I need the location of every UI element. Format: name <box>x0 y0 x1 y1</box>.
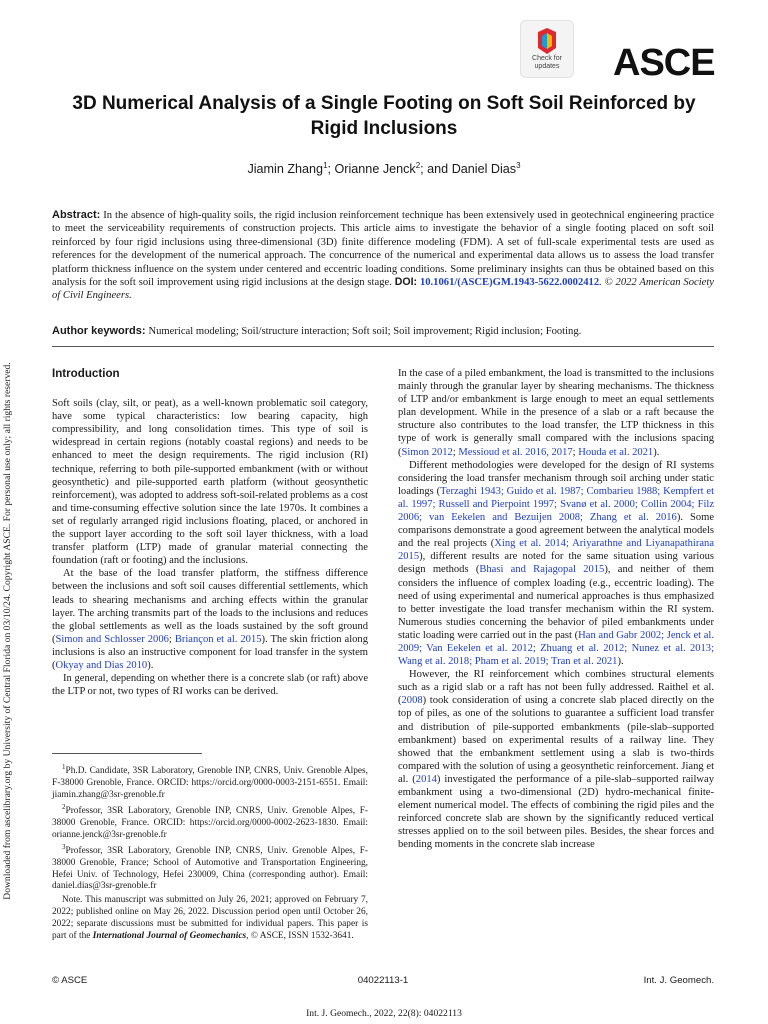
author-keywords <box>52 325 714 338</box>
author-affiliation-sup: 1 <box>323 161 328 170</box>
author-name: Orianne Jenck <box>334 162 416 177</box>
abstract <box>52 209 714 303</box>
footer-journal: Int. J. Geomech. <box>643 975 714 986</box>
footnote: $^3$Professor, 3SR Laboratory, Grenoble INP, CNRS, Univ. Grenoble Alpes, F-38000 Grenoble, France; School of Automotive and Transportation Engineering, Hefei Univ. of Technology, Hefei 230009, China (corresponding author). Email: daniel.dias@3sr-grenoble.fr <box>52 842 368 892</box>
footnotes <box>52 762 368 943</box>
doi-link[interactable]: 10.1061/(ASCE)GM.1943-5622.0002412 <box>419 277 600 289</box>
badge-line2: updates <box>534 63 560 70</box>
text-run: ). <box>147 659 154 671</box>
text-run: ; <box>452 446 459 458</box>
footnote: $^2$Professor, 3SR Laboratory, Grenoble INP, CNRS, Univ. Grenoble Alpes, F-38000 Grenoble, France. ORCID: https://orcid.org/0000-0002-2623-1830. Email: orianne.jenck@3sr-grenoble.fr <box>52 802 368 840</box>
footnote: $^1$Ph.D. Candidate, 3SR Laboratory, Grenoble INP, CNRS, Univ. Grenoble Alpes, F-38000 Grenoble, France. ORCID: https://orcid.org/0000-0003-2151-6551. Email: jiamin.zhang@3sr-grenoble.fr <box>52 763 368 800</box>
author-separator: ; <box>327 162 335 177</box>
footnote-text: Professor, 3SR Laboratory, Grenoble INP, CNRS, Univ. Grenoble Alpes, F-38000 Grenoble, France; School of Automotive and Transportation Engineering, Hefei Univ. of Technology, Hefei 230009, China (corresponding author). Email: daniel.dias@3sr-grenoble.fr <box>52 845 368 892</box>
header-divider <box>52 346 714 347</box>
footnote-text: Ph.D. Candidate, 3SR Laboratory, Grenoble INP, CNRS, Univ. Grenoble Alpes, F-38000 Grenoble, France. ORCID: https://orcid.org/0000-0003-2151-6551. Email: jiamin.zhang@3sr-grenoble.fr <box>52 766 368 800</box>
footer-copyright: © ASCE <box>52 975 88 986</box>
citation-link[interactable]: Terzaghi 1943; Guido et al. 1987; Combarieu 1988; Kempfert et al. 1997; Russell and Pierpoint 1997; Svanø et al. 2000; Collin 2004; Filz 2006; van Eekelen and Bezuijen 2008; Zhang et al. 2016 <box>398 485 715 524</box>
text-run: At the base of the load transfer platform, the stiffness difference between the inclusions and soft soil causes differential settlements, which leads to shearing mechanisms and arching effects within the granular layer. The arching transmits part of the loads to the inclusions and reduces the global settlements as well as the loads sustained by the soft ground ( <box>52 568 368 645</box>
paragraph <box>398 367 714 459</box>
citation-link[interactable]: Briançon et al. 2015 <box>174 633 262 645</box>
keywords-text: Numerical modeling; Soil/structure interaction; Soft soil; Soil improvement; Rigid inclusion; Footing. <box>148 326 582 337</box>
copyright-line: . © 2022 American Society of Civil Engineers. <box>52 277 715 302</box>
asce-logo <box>613 42 715 80</box>
left-column <box>52 367 368 698</box>
abstract-label: Abstract: <box>52 209 101 221</box>
download-notice: Downloaded from ascelibrary.org by University of Central Florida on 03/10/24. Copyright ASCE. For personal use only; all rights reserved. <box>2 362 13 900</box>
text-run: ). The skin friction along inclusions is also an instructive component for load transfer in the system ( <box>52 633 368 671</box>
citation-link[interactable]: Simon 2012 <box>401 446 453 458</box>
author-list <box>60 161 708 176</box>
citation-line: Int. J. Geomech., 2022, 22(8): 04022113 <box>306 1008 462 1019</box>
citation-link[interactable]: Okyay and Dias 2010 <box>55 659 148 671</box>
note-text: Note. This manuscript was submitted on July 26, 2021; approved on February 7, 2022; published online on May 26, 2022. Discussion period open until October 26, 2022; separate discussions must be submitted for individual papers. This paper is part of the <box>52 895 368 942</box>
text-run: ), different results are noted for the same situation using various design methods ( <box>398 551 714 576</box>
check-for-updates-badge[interactable] <box>520 20 574 78</box>
text-run: ) investigated the performance of a pile-slab–supported railway embankment using a two-dimensional (2D) hydro-mechanical finite-element numerical model. The effects of combining the rigid piles and the reinforced concrete slab are shown by the significantly reduced vertical stresses applied on to the soil between piles. Besides, the shear forces and bending moments in the concrete slab increase <box>398 773 714 851</box>
text-run: ). <box>653 446 660 458</box>
paragraph: In general, depending on whether there is a concrete slab (or raft) above the LTP or not, two types of RI works can be derived. <box>52 673 368 698</box>
paper-title: 3D Numerical Analysis of a Single Footing on Soft Soil Reinforced by Rigid Inclusions <box>72 93 696 139</box>
footnote-divider <box>52 753 202 754</box>
paragraph <box>398 668 714 851</box>
citation-link[interactable]: Han and Gabr 2002; Jenck et al. 2009; Van Eekelen et al. 2012; Zhuang et al. 2012; Nunez et al. 2013; Wang et al. 2018; Pham et al. 2019; Tran et al. 2021 <box>398 629 714 668</box>
citation-link[interactable]: Bhasi and Rajagopal 2015 <box>479 564 605 576</box>
text-run: In the case of a piled embankment, the load is transmitted to the inclusions mainly through the granular layer by shearing mechanisms. The thickness of LTP and/or embankment is large enough to meet an equal settlements plan development. While in the presence of a slab or a raft because the structure also contributes to the load transfer, the LTP thickness in this type of work is generally small compared with the inclusions spacing ( <box>398 368 714 458</box>
paragraph <box>52 567 368 672</box>
note-text: , © ASCE, ISSN 1532-3641. <box>246 931 354 942</box>
text-run: ). Some comparisons demonstrate a good agreement between the analytical models and the real projects ( <box>398 512 714 550</box>
right-column <box>398 367 714 851</box>
citation-link[interactable]: Xing et al. 2014; Ariyarathne and Liyanapathirana 2015 <box>398 538 715 563</box>
badge-line1: Check for <box>532 55 562 62</box>
footnote-text: Professor, 3SR Laboratory, Grenoble INP, CNRS, Univ. Grenoble Alpes, F-38000 Grenoble, France. ORCID: https://orcid.org/0000-0002-2623-1830. Email: orianne.jenck@3sr-grenoble.fr <box>52 805 368 840</box>
text-run: ). <box>617 656 624 668</box>
footer-article-number: 04022113-1 <box>357 975 409 986</box>
author-name: Jiamin Zhang <box>247 162 324 177</box>
text-run: ; <box>572 446 579 458</box>
text-run: Different methodologies were developed for the design of RI systems considering the load transfer mechanism through soil arching under static loadings ( <box>398 459 714 497</box>
author-affiliation-sup: 3 <box>516 161 521 170</box>
logo-text: ASCE <box>613 42 715 80</box>
text-run: ) took consideration of using a concrete slab placed directly on the top of piles, as one of the solutions to guarantee a sufficient load transfer and distribution of pile-supported embankments (pile-slab–supported embankment) based on experimental results of a railway line. They showed that the embankment settlement using a slab is two-thirds compared with the solution of using a geosynthetic reinforcement. Jiang et al. ( <box>398 695 714 785</box>
author-name: Daniel Dias <box>451 162 517 177</box>
author-separator: ; and <box>420 162 452 177</box>
citation-link[interactable]: Houda et al. 2021 <box>578 446 654 458</box>
text-run: ), and neither of them considers the influence of complex loading (e.g., eccentric loading). The need of using experimental and numerical approaches is thus emphasized to better investigate the load transfer mechanism within the RI system. Numerous studies concerning the behavior of piled embankments under static loading were carried out in the past ( <box>398 564 714 641</box>
author-affiliation-sup: 2 <box>415 161 421 170</box>
paragraph: Soft soils (clay, silt, or peat), as a well-known problematic soil category, have some typical characteristics: low bearing capacity, high compressibility, and long consolidation times. This type of soil is widespread in certain regions (notably coastal regions) and needs to be enhanced to meet the design requirements. The rigid inclusion (RI) technique, referring to both pile-supported embankment (with or without geosynthetic) and pile-supported earth platform (without geosynthetic reinforcement), was adopted to address soft-soil-related problems as a cost and time-consuming effective solution since the late 1970s. It combines a set of regularly arranged rigid inclusions floating, placed, or anchored in the support layer according to the soft soil layer thickness, with a load transfer platform (LTP) made of granular material connecting the foundation (raft or footing) and the inclusions. <box>52 398 368 567</box>
doi-label: DOI: <box>394 276 418 289</box>
text-run: ; <box>168 633 175 645</box>
citation-link[interactable]: Simon and Schlosser 2006 <box>55 633 169 645</box>
citation-link[interactable]: 2008 <box>401 695 423 707</box>
text-run: However, the RI reinforcement which combines structural elements such as a rigid slab or a raft has not been fully addressed. Raithel et al. ( <box>398 669 714 707</box>
section-heading-introduction: Introduction <box>52 367 120 380</box>
citation-link[interactable]: Messioud et al. 2016, 2017 <box>458 446 573 458</box>
check-updates-icon <box>534 27 560 55</box>
journal-name: International Journal of Geomechanics <box>92 931 247 942</box>
abstract-text: In the absence of high-quality soils, the rigid inclusion reinforcement technique has been extensively used in geotechnical engineering practice to meet the serviceability requirements of construction projects. This article aims to investigate the behavior of a single footing placed on soft soil reinforced by four rigid inclusions using three-dimensional (3D) finite difference modeling (FDM). A set of full-scale experimental tests are used as references for the development of the numerical approach. The concurrence of the numerical and experimental data allows us to assess the load transfer platform thickness influence on the system under centered and eccentric loading conditions. Some preliminary insights can thus be obtained based on this analysis for the soft soil improvement using rigid inclusions at the design stage. <box>52 210 714 289</box>
paragraph <box>398 459 714 669</box>
keywords-label: Author keywords: <box>52 325 146 337</box>
manuscript-note <box>52 895 368 943</box>
citation-link[interactable]: 2014 <box>415 773 437 785</box>
